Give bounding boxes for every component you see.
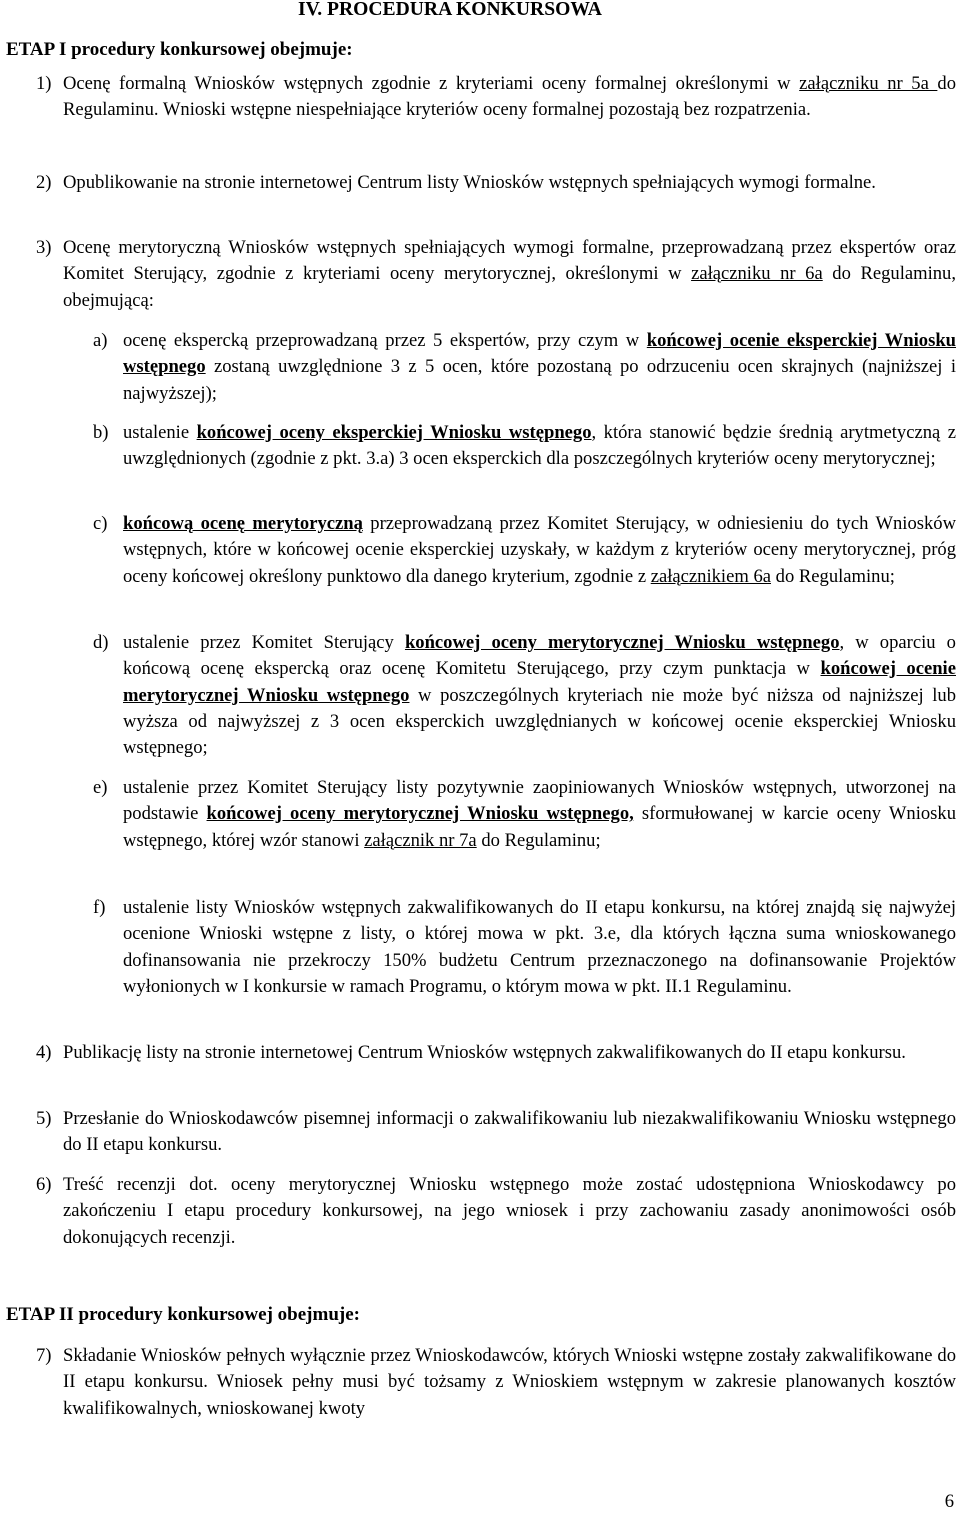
- attachment-ref-5a: załączniku nr 5a: [799, 73, 938, 94]
- subitem-letter: e): [93, 777, 108, 798]
- text-run: do Regulaminu;: [771, 565, 895, 587]
- text-run: , w oparciu o końcową ocenę ekspercką oraz ocenę Komitetu Sterującego, przy czym punktacja w: [123, 632, 956, 680]
- text-run: zostaną uwzględnione 3 z 5 ocen, które pozostaną po odrzuceniu ocen skrajnych (najniższej i najwyższej);: [123, 356, 956, 404]
- subitem-letter: b): [93, 422, 109, 443]
- text-run: ustalenie przez Komitet Sterujący: [123, 632, 405, 653]
- emphasis-term: końcowej oceny merytorycznej Wniosku wstępnego,: [206, 803, 634, 825]
- subitem-letter: a): [93, 330, 108, 351]
- text-run: przeprowadzaną przez Komitet Sterujący, w odniesieniu do tych Wniosków wstępnych, które w końcowej ocenie eksperckiej uzyskały, w każdym z kryteriów oceny merytorycznej, próg oceny końcowej określony punktowo dla danego kryterium, zgodnie z: [123, 513, 957, 587]
- subitem-letter: c): [93, 513, 108, 534]
- emphasis-term: końcowej oceny eksperckiej Wniosku wstępnego: [196, 422, 592, 443]
- list-item-2: [28, 170, 956, 196]
- list-item-6: [28, 1172, 956, 1251]
- section-heading: IV. PROCEDURA KONKURSOWA: [298, 0, 602, 20]
- attachment-ref-6a: załączniku nr 6a: [691, 263, 823, 285]
- etap1-heading: ETAP I procedury konkursowej obejmuje:: [6, 39, 353, 60]
- subitem-e: [93, 775, 956, 854]
- list-item-3: [28, 235, 956, 314]
- text-run: ustalenie: [123, 422, 197, 443]
- text-run: w poszczególnych kryteriach nie może być niższa od najniższej lub wyższa od najwyższej z 3 ocen eksperckich uwzględnianych w końcowej ocenie eksperckiej Wniosku wstępnego;: [123, 684, 956, 759]
- subitem-c: [93, 511, 956, 590]
- text-run: Ocenę merytoryczną Wniosków wstępnych spełniających wymogi formalne, przeprowadzaną przez ekspertów oraz Komitet Sterujący, zgodnie z kryteriami oceny merytorycznej, określonymi w: [63, 237, 956, 285]
- item-text: [63, 71, 956, 124]
- item-text: Przesłanie do Wnioskodawców pisemnej informacji o zakwalifikowaniu lub niezakwalifikowaniu Wniosku wstępnego do II etapu konkursu.: [63, 1108, 956, 1156]
- subitem-d: [93, 630, 956, 761]
- text-run: do Regulaminu;: [476, 829, 601, 851]
- emphasis-term: końcowej ocenie eksperckiej Wniosku wstępnego: [123, 330, 957, 378]
- text-run: sformułowanej w karcie oceny Wniosku wstępnego, której wzór stanowi: [123, 803, 956, 851]
- subitem-text: [123, 511, 956, 590]
- item-text: Treść recenzji dot. oceny merytorycznej Wniosku wstępnego może zostać udostępniona Wnioskodawcy po zakończeniu I etapu procedury konkursowej, na jego wniosek i przy zachowaniu zasady anonimowości osób dokonujących recenzji.: [63, 1174, 956, 1248]
- item-number: 2): [36, 172, 52, 193]
- subitem-text: [123, 420, 956, 473]
- emphasis-term: końcowej ocenie merytorycznej Wniosku wstępnego: [123, 658, 956, 706]
- item-text: Składanie Wniosków pełnych wyłącznie przez Wnioskodawców, których Wnioski wstępne zostały zakwalifikowane do II etapu konkursu. Wniosek pełny musi być tożsamy z Wnioskiem wstępnym w zakresie planowanych kosztów kwalifikowalnych, wnioskowanej kwoty: [63, 1345, 956, 1419]
- text-run: , która stanowić będzie średnią arytmetyczną z uwzględnionych (zgodnie z pkt. 3.a) 3 ocen eksperckich dla poszczególnych kryteriów oceny merytorycznej;: [123, 422, 956, 470]
- list-item-7: [28, 1343, 956, 1422]
- subitem-text: [123, 630, 956, 761]
- subitem-a: [93, 328, 956, 407]
- text-run: Ocenę formalną Wniosków wstępnych zgodnie z kryteriami oceny formalnej określonymi w: [63, 73, 800, 94]
- text-run: do Regulaminu, obejmującą:: [63, 263, 956, 311]
- subitem-b: [93, 420, 956, 473]
- list-item-1: [28, 71, 956, 124]
- subitem-letter: f): [93, 897, 106, 918]
- subitem-f: [93, 895, 956, 1000]
- attachment-ref-7a: załącznik nr 7a: [364, 829, 477, 851]
- text-run: do Regulaminu. Wnioski wstępne niespełniające kryteriów oceny formalnej pozostają bez rozpatrzenia.: [63, 73, 956, 121]
- item-number: 6): [36, 1174, 52, 1195]
- item-text: [63, 235, 956, 314]
- text-run: ustalenie przez Komitet Sterujący listy pozytywnie zaopiniowanych Wniosków wstępnych, utworzonej na podstawie: [123, 777, 956, 825]
- list-item-5: [28, 1106, 956, 1159]
- item-number: 7): [36, 1345, 52, 1366]
- attachment-ref-6a: załącznikiem 6a: [650, 565, 771, 587]
- item-number: 1): [36, 73, 52, 94]
- emphasis-term: końcową ocenę merytoryczną: [123, 513, 363, 534]
- page-number: 6: [944, 1491, 954, 1512]
- item-text: Opublikowanie na stronie internetowej Centrum listy Wniosków wstępnych spełniających wymogi formalne.: [63, 172, 876, 193]
- subitem-text: ustalenie listy Wniosków wstępnych zakwalifikowanych do II etapu konkursu, na której znajdą się najwyżej ocenione Wnioski wstępne z listy, o której mowa w pkt. 3.e, dla których łączna suma wnioskowanego dofinansowania nie przekroczy 150% budżetu Centrum przeznaczonego na dofinansowanie Projektów wyłonionych w I konkursie w ramach Programu, o którym mowa w pkt. II.1 Regulaminu.: [123, 897, 956, 997]
- subitem-letter: d): [93, 632, 109, 653]
- item-number: 5): [36, 1108, 52, 1129]
- emphasis-term: końcowej oceny merytorycznej Wniosku wstępnego: [404, 632, 840, 653]
- subitem-text: [123, 775, 956, 854]
- etap2-heading: ETAP II procedury konkursowej obejmuje:: [6, 1304, 360, 1325]
- list-item-4: [28, 1040, 956, 1066]
- item-text: Publikację listy na stronie internetowej Centrum Wniosków wstępnych zakwalifikowanych do II etapu konkursu.: [63, 1042, 906, 1063]
- item-number: 3): [36, 237, 52, 258]
- text-run: ocenę ekspercką przeprowadzaną przez 5 ekspertów, przy czym w: [123, 330, 647, 351]
- subitem-text: [123, 328, 956, 407]
- item-number: 4): [36, 1042, 52, 1063]
